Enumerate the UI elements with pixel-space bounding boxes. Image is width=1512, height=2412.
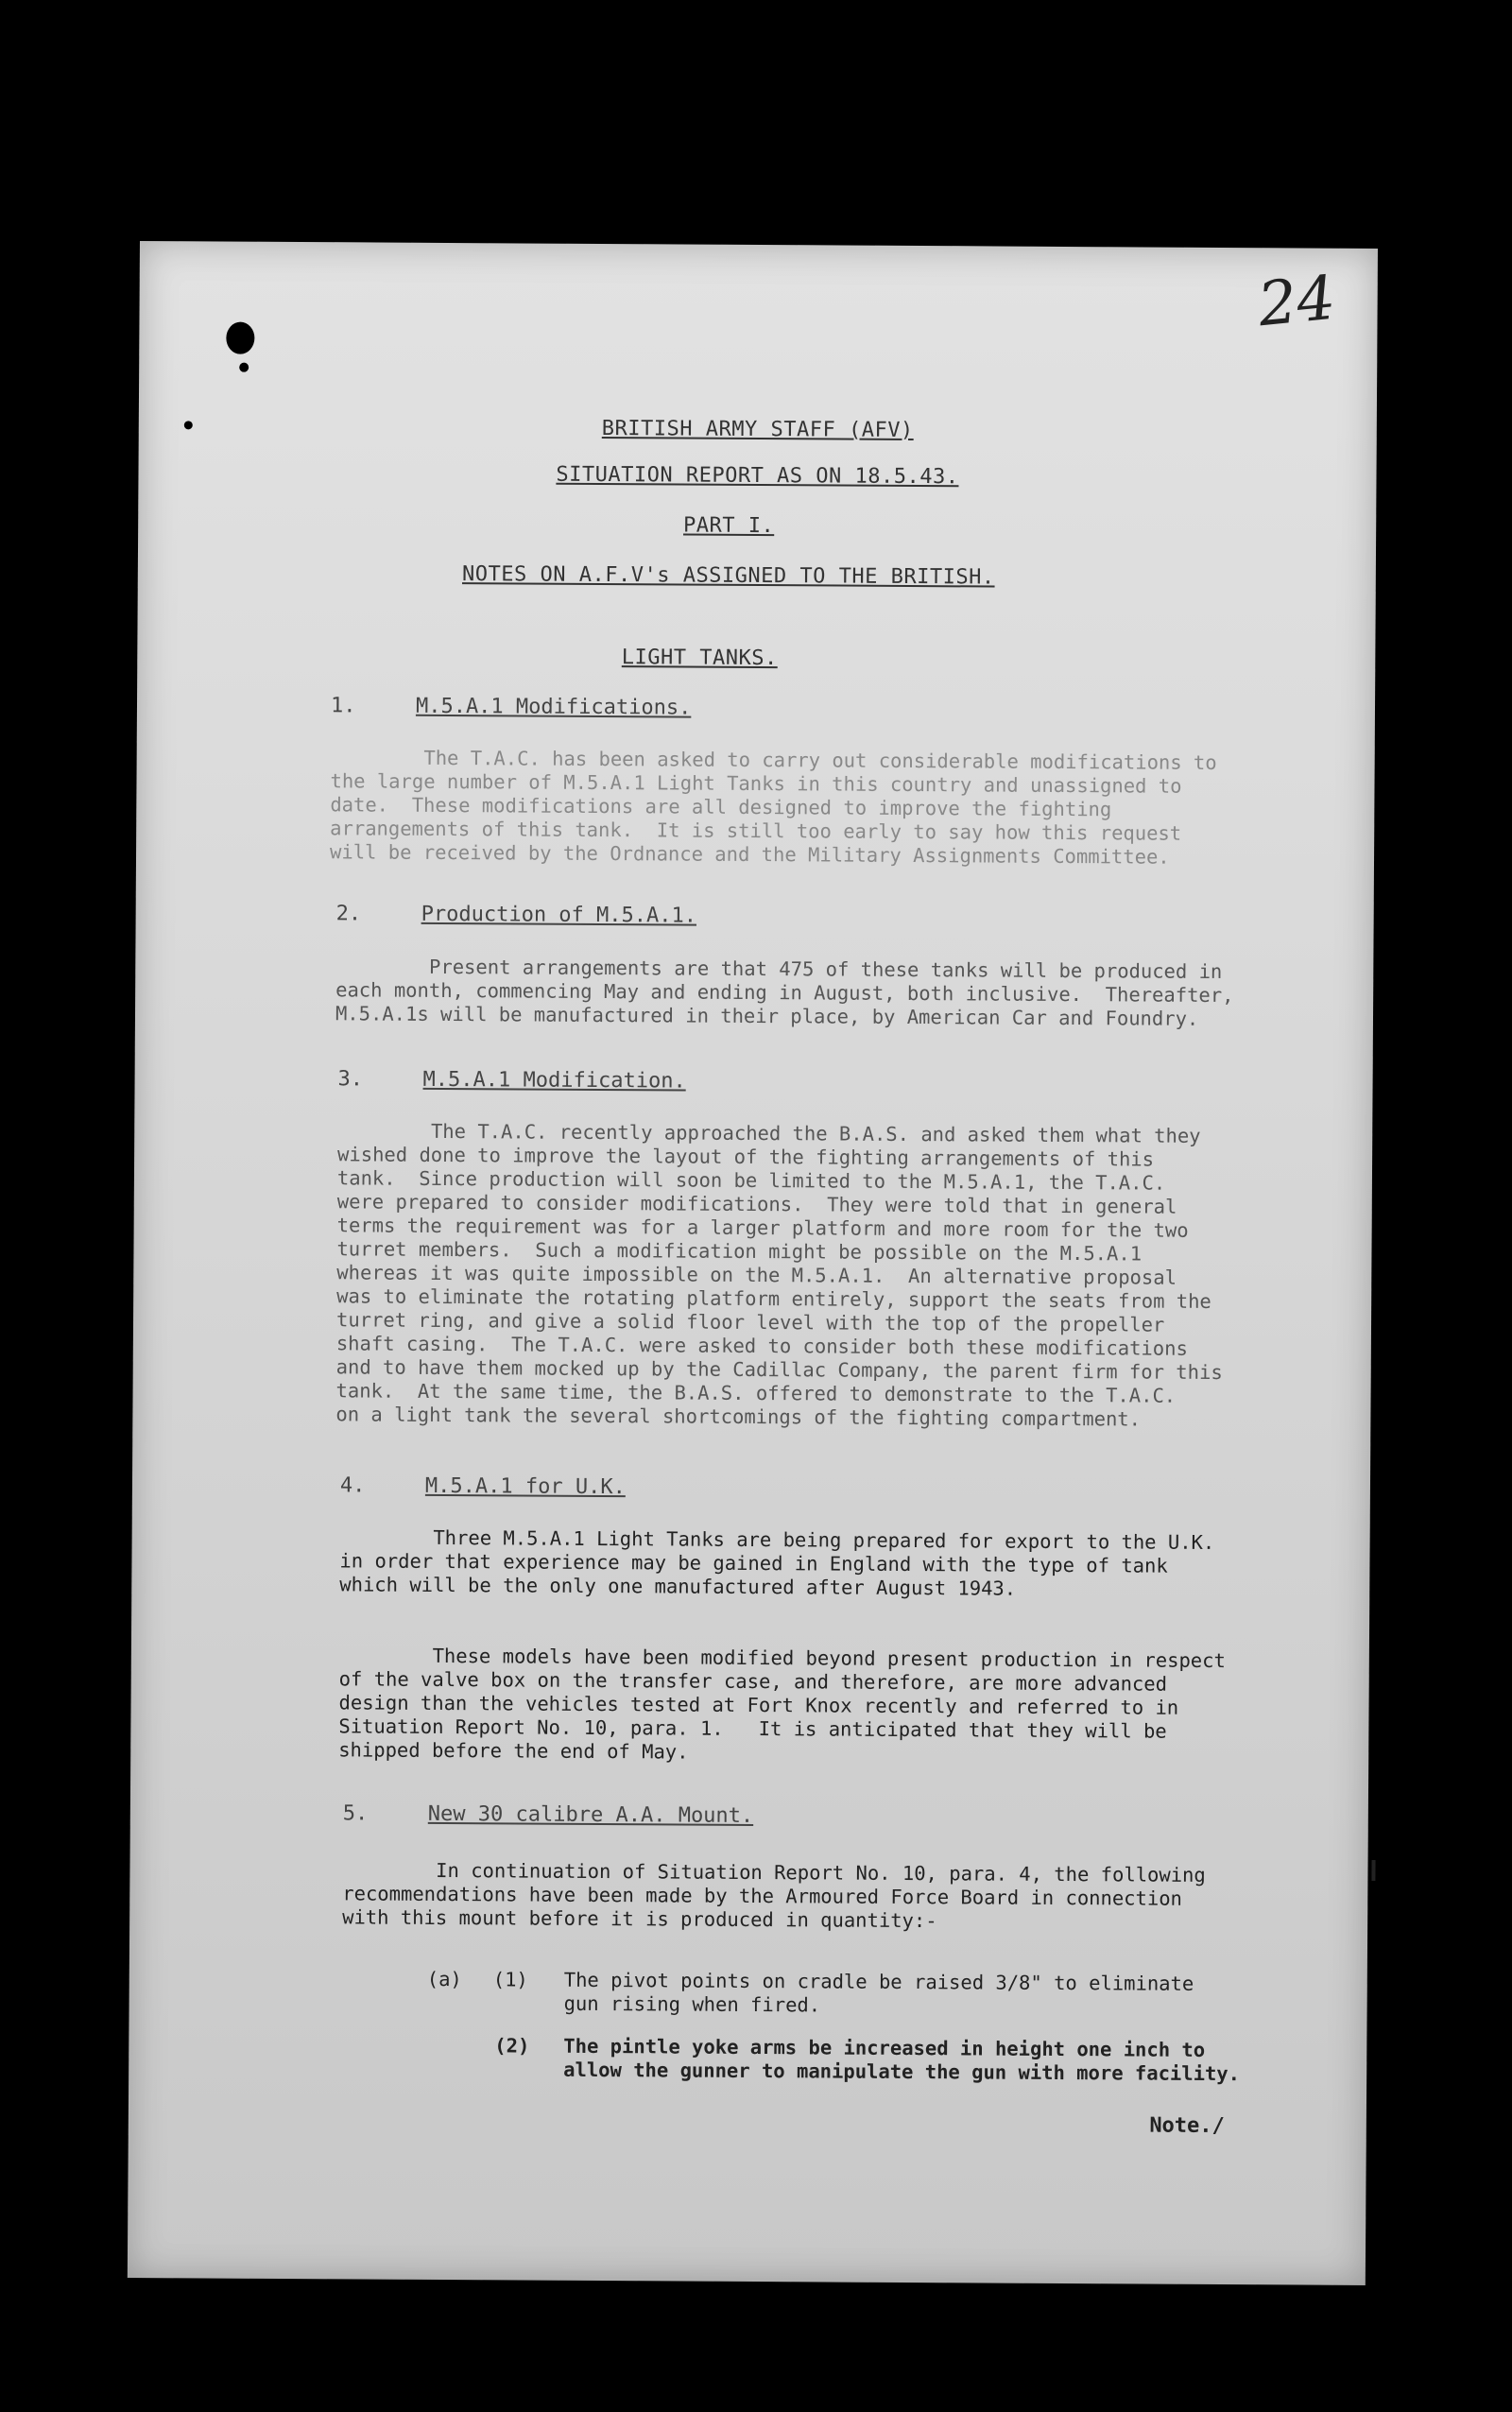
section-title: M.5.A.1 Modifications. [415, 694, 692, 720]
heading-notes: NOTES ON A.F.V's ASSIGNED TO THE BRITISH. [461, 562, 995, 590]
document-page [128, 241, 1378, 2285]
list-number: (1) [492, 1968, 528, 1991]
heading-category: LIGHT TANKS. [621, 646, 778, 671]
section-number: 3. [337, 1067, 364, 1092]
section-paragraph: The T.A.C. has been asked to carry out considerable modifications to the large number of M.5.A.1 Light Tanks in this country and unassigned to date. These modifications are all designed to improve the fighting arrangements of this tank. It is still too early to say how this request will be received by the Ordnance and the Military Assignments Committee. [329, 746, 1217, 869]
heading-part: PART I. [682, 513, 775, 539]
section-title: M.5.A.1 Modification. [422, 1067, 686, 1094]
heading-report: SITUATION REPORT AS ON 18.5.43. [556, 462, 959, 490]
list-number: (2) [494, 2034, 530, 2058]
section-title: Production of M.5.A.1. [421, 902, 697, 928]
section-number: 2. [335, 902, 362, 926]
punch-hole-small [239, 363, 249, 372]
section-paragraph: In continuation of Situation Report No. 10, para. 4, the following recommendations have been made by the Armoured Force Board in connection with this mount before it is produced in quantity:- [342, 1858, 1206, 1933]
section-number: 1. [330, 694, 356, 718]
section-title: M.5.A.1 for U.K. [424, 1473, 626, 1500]
section-number: 4. [339, 1473, 366, 1498]
section-paragraph: These models have been modified beyond present production in respect of the valve box on the transfer case, and therefore, are more advanced design than the vehicles tested at Fort Knox recently and referred to in Situation Report No. 10, para. 1. It is anticipated that they will be shipped before the end of May. [338, 1644, 1226, 1764]
heading-org: BRITISH ARMY STAFF (AFV) [601, 416, 914, 443]
section-number: 5. [342, 1801, 369, 1826]
list-item-text: The pintle yoke arms be increased in height one inch to allow the gunner to manipulate the gun with more facility. [563, 2034, 1241, 2086]
punch-hole [226, 322, 254, 354]
list-item-text: The pivot points on cradle be raised 3/8" to eliminate gun rising when fired. [563, 1968, 1194, 2017]
section-paragraph: The T.A.C. recently approached the B.A.S. and asked them what they wished done to improve the layout of the fighting arrangements of this tank. Since production will soon be limited to the M.5.A.1, the T.A.C. were prepared to consider modifications. They were told that in general terms the requirement was for a larger platform and more room for the two turret members. Such a modification might be possible on the M.5.A.1 whereas it was quite impossible on the M.5.A.1. An alternative proposal was to eliminate the rotating platform entirely, support the seats from the turret ring, and give a solid floor level with the top of the propeller shaft casing. The T.A.C. were asked to consider both these modifications and to have them mocked up by the Cadillac Company, the parent firm for this tank. At the same time, the B.A.S. offered to demonstrate to the T.A.C. on a light tank the several shortcomings of the fighting compartment. [335, 1119, 1223, 1431]
list-marker: (a) [426, 1967, 462, 1991]
page-number: 24 [1254, 263, 1339, 341]
continuation-note: Note./ [1149, 2113, 1225, 2139]
section-title: New 30 calibre A.A. Mount. [427, 1801, 754, 1828]
section-paragraph: Three M.5.A.1 Light Tanks are being prepared for export to the U.K. in order that experience may be gained in England with the type of tank which will be the only one manufactured after August 1943. [339, 1525, 1215, 1600]
section-paragraph: Present arrangements are that 475 of these tanks will be produced in each month, commencing May and ending in August, both inclusive. Thereafter, M.5.A.1s will be manufactured in their place, by American Car and Foundry. [335, 955, 1234, 1030]
edge-mark [1371, 1860, 1375, 1881]
